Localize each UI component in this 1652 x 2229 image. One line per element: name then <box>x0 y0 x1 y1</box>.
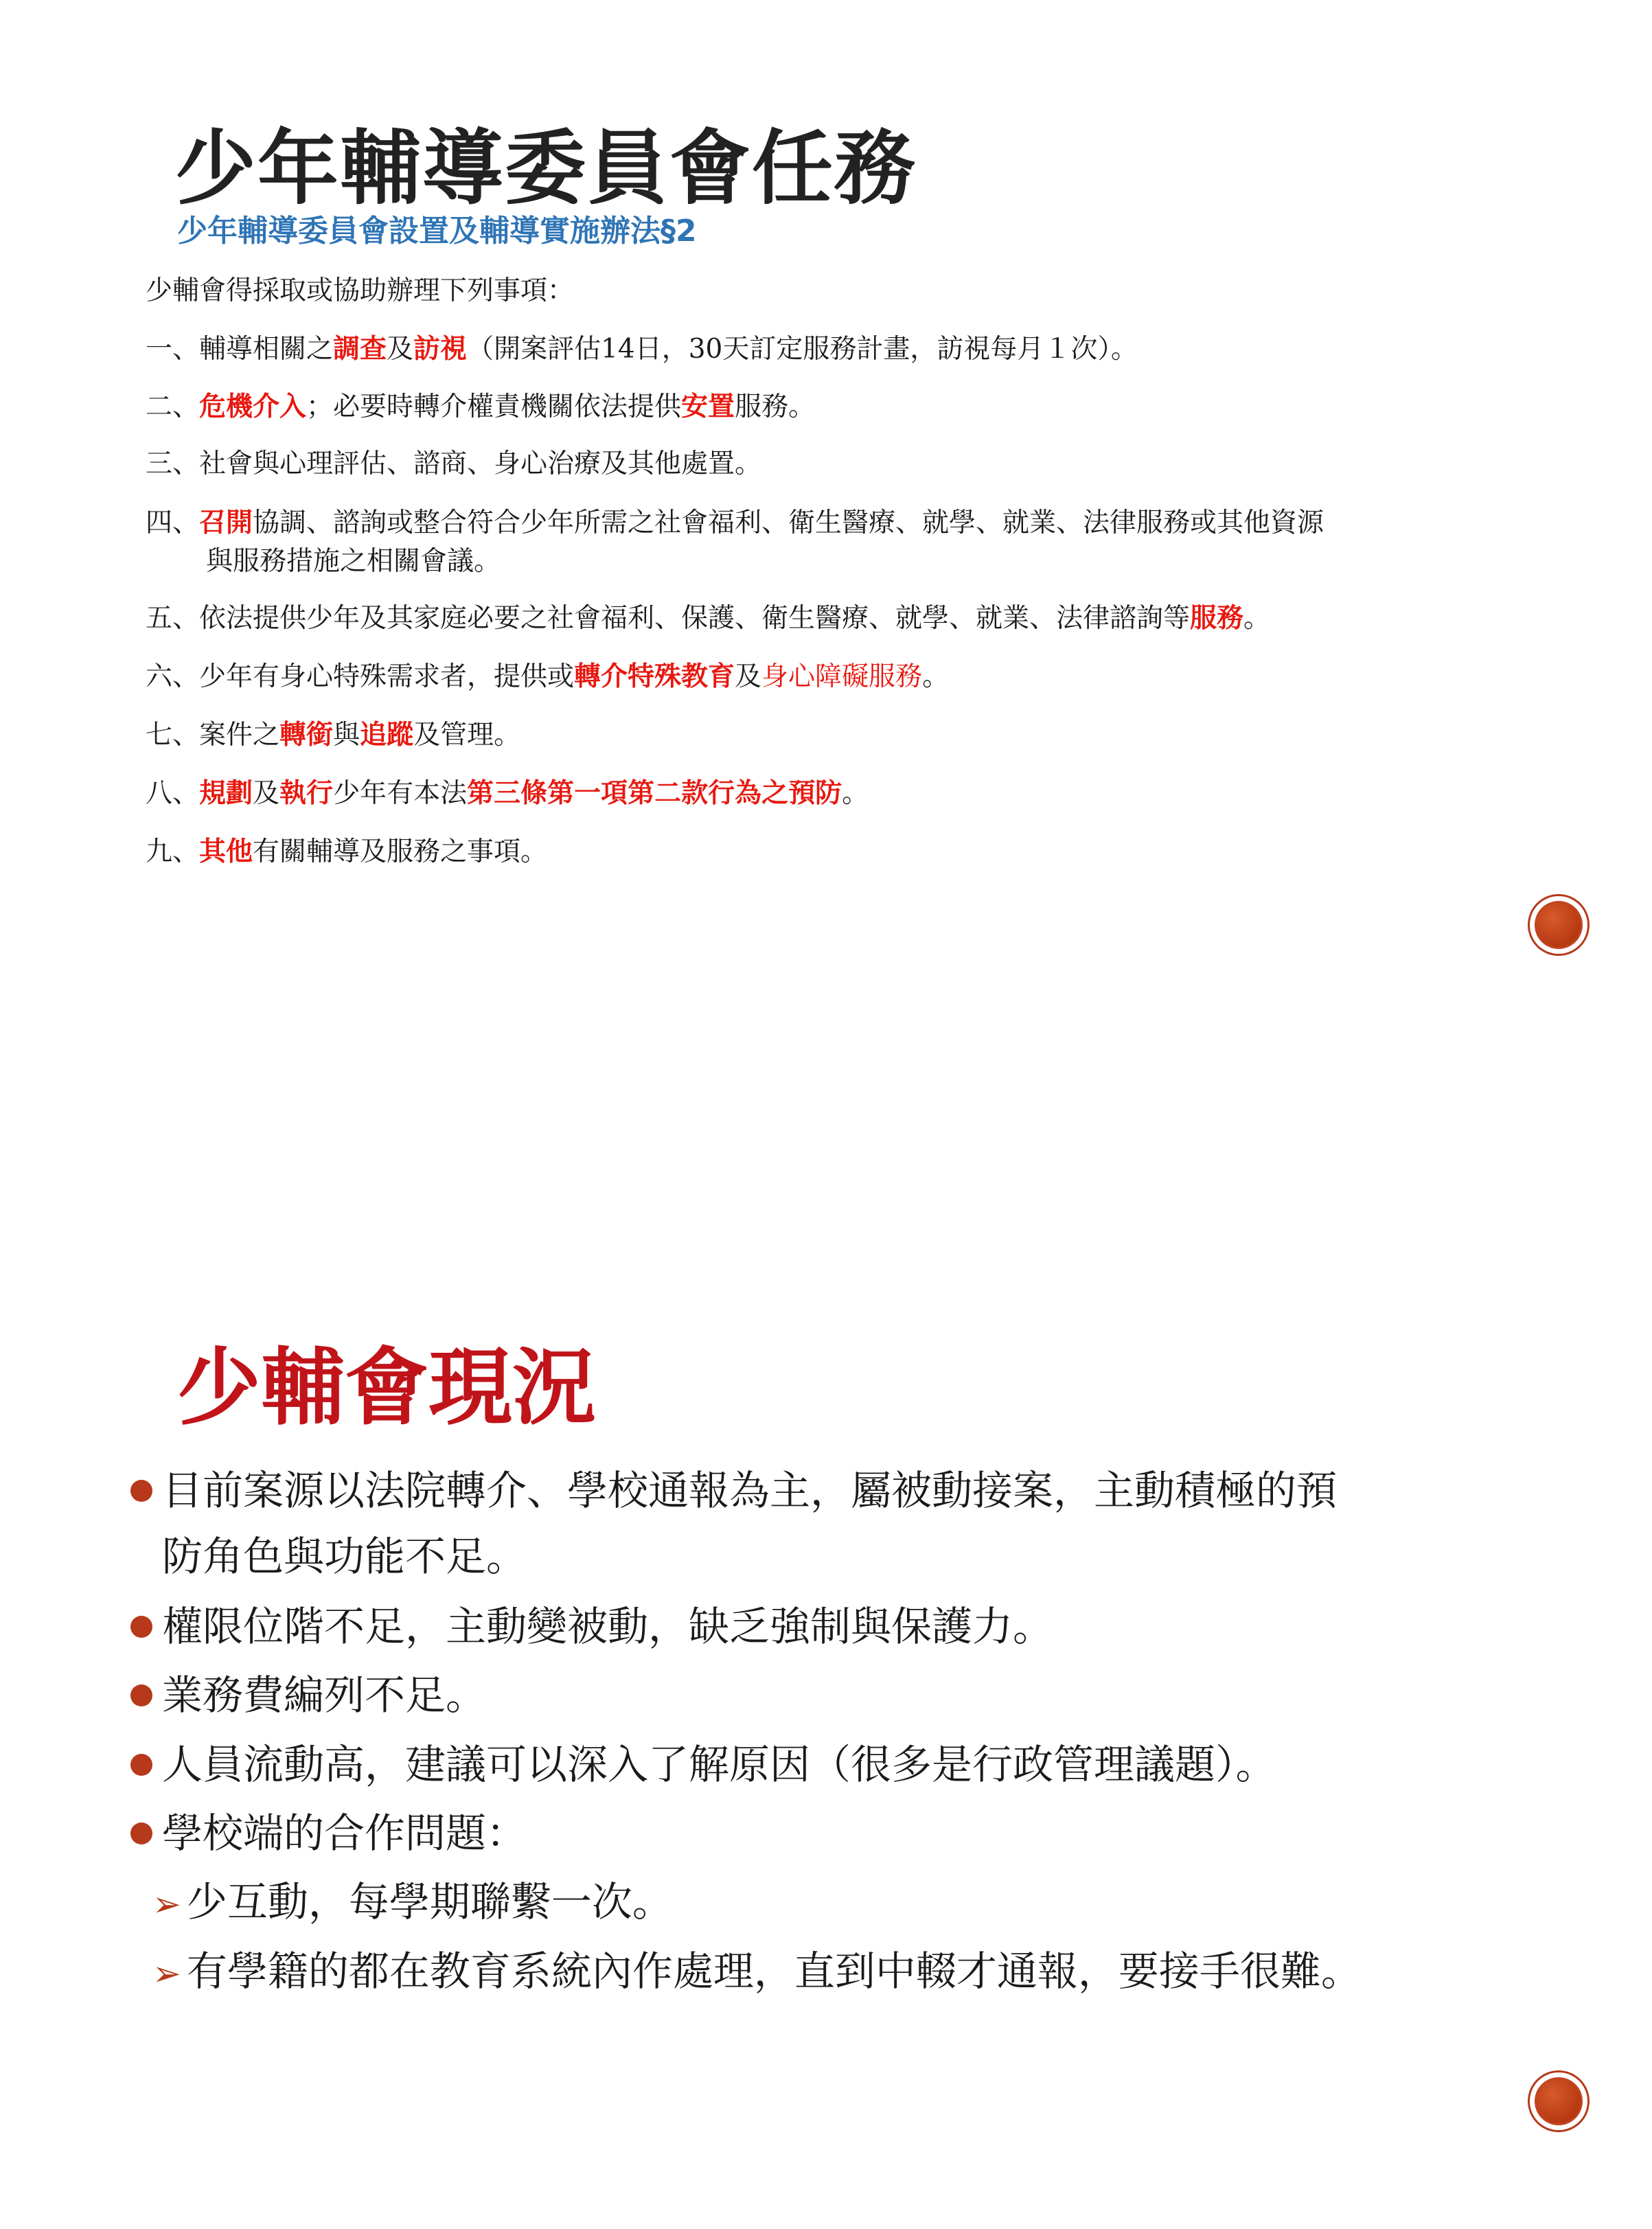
highlight: 調查 <box>333 333 387 365</box>
highlight: 轉介特殊教育 <box>574 661 735 692</box>
text: 及 <box>253 778 280 809</box>
slide-1-subtitle: 少年輔導委員會設置及輔導實施辦法§2 <box>177 214 697 249</box>
highlight: 第三條第一項第二款行為之預防 <box>467 777 842 809</box>
slide-2-title: 少輔會現況 <box>177 1339 596 1437</box>
text: 及 <box>735 661 762 692</box>
text: 服務。 <box>735 391 816 422</box>
text: 。 <box>922 661 950 692</box>
text-continuation: 與服務措施之相關會議。 <box>206 546 501 577</box>
task-item-2 <box>146 387 815 426</box>
text: 少年有本法 <box>333 778 468 809</box>
bullet-item-5 <box>130 1801 527 1866</box>
text: 二、 <box>146 391 200 422</box>
bullet-text: 權限位階不足，主動變被動，缺乏強制與保護力。 <box>162 1603 1054 1650</box>
slide-1-title: 少年輔導委員會任務 <box>175 121 917 216</box>
text: 及 <box>387 334 414 365</box>
task-item-7 <box>146 716 520 755</box>
bullet-item-2 <box>130 1594 1053 1660</box>
sub-bullet-text: 少互動，每學期聯繫一次。 <box>186 1878 673 1925</box>
bullet-text: 目前案源以法院轉介、學校通報為主，屬被動接案，主動積極的預 <box>162 1467 1338 1514</box>
highlight: 身心障礙服務 <box>761 661 923 692</box>
text: 。 <box>1243 603 1271 634</box>
arrow-bullet-icon: ➢ <box>152 1954 181 1993</box>
text: 七、案件之 <box>146 720 280 751</box>
bullet-dot-icon <box>130 1822 152 1844</box>
text: 八、 <box>146 778 200 809</box>
highlight: 危機介入 <box>199 391 307 422</box>
bullet-item-4 <box>130 1732 1276 1798</box>
highlight: 追蹤 <box>360 719 414 751</box>
decorative-circle-icon <box>1530 896 1587 954</box>
bullet-dot-icon <box>130 1684 152 1706</box>
task-item-8 <box>146 774 869 813</box>
task-item-4 <box>146 503 1324 581</box>
text: 五、依法提供少年及其家庭必要之社會福利、保護、衛生醫療、就學、就業、法律諮詢等 <box>146 603 1191 634</box>
highlight: 規劃 <box>199 777 253 809</box>
text: ；必要時轉介權責機關依法提供 <box>306 391 682 422</box>
slide-2 <box>0 1114 1652 2229</box>
task-item-3 <box>146 445 761 483</box>
text: 及管理。 <box>413 720 521 751</box>
highlight: 執行 <box>279 777 334 809</box>
text: （開案評估14日，30天訂定服務計畫，訪視每月１次）。 <box>467 334 1138 365</box>
highlight: 轉銜 <box>279 719 334 751</box>
task-item-9 <box>146 832 547 871</box>
text: 有關輔導及服務之事項。 <box>253 836 548 867</box>
highlight: 召開 <box>199 507 253 538</box>
bullet-text: 業務費編列不足。 <box>162 1671 487 1719</box>
highlight: 訪視 <box>413 333 468 365</box>
text: 六、少年有身心特殊需求者，提供或 <box>146 661 575 692</box>
text: 協調、諮詢或整合符合少年所需之社會福利、衛生醫療、就學、就業、法律服務或其他資源 <box>253 507 1324 538</box>
sub-bullet-text: 有學籍的都在教育系統內作處理，直到中輟才通報，要接手很難。 <box>186 1947 1362 1995</box>
bullet-dot-icon <box>130 1480 152 1502</box>
text: 一、輔導相關之 <box>146 334 334 365</box>
highlight: 服務 <box>1190 602 1244 634</box>
slide-1 <box>0 0 1652 1114</box>
bullet-item-3 <box>130 1662 486 1728</box>
sub-bullet-item-1 <box>152 1869 673 1937</box>
text: 與 <box>333 720 360 751</box>
task-item-5 <box>146 599 1270 638</box>
bullet-dot-icon <box>130 1616 152 1638</box>
bullet-dot-icon <box>130 1754 152 1776</box>
text: 四、 <box>146 507 200 538</box>
task-item-1 <box>146 330 1138 369</box>
text: 。 <box>842 778 869 809</box>
text: 三、社會與心理評估、諮商、身心治療及其他處置。 <box>146 448 762 479</box>
highlight: 安置 <box>681 391 735 422</box>
task-item-6 <box>146 657 949 696</box>
bullet-text-continuation: 防角色與功能不足。 <box>162 1533 527 1580</box>
decorative-circle-icon <box>1530 2072 1587 2130</box>
arrow-bullet-icon: ➢ <box>152 1884 181 1924</box>
bullet-item-1 <box>130 1458 1337 1590</box>
text: 九、 <box>146 836 200 867</box>
task-list-intro: 少輔會得採取或協助辦理下列事項： <box>146 275 575 306</box>
bullet-text: 學校端的合作問題： <box>162 1809 527 1857</box>
sub-bullet-item-2 <box>152 1939 1362 2007</box>
bullet-text: 人員流動高，建議可以深入了解原因（很多是行政管理議題）。 <box>162 1741 1276 1788</box>
highlight: 其他 <box>199 836 253 867</box>
